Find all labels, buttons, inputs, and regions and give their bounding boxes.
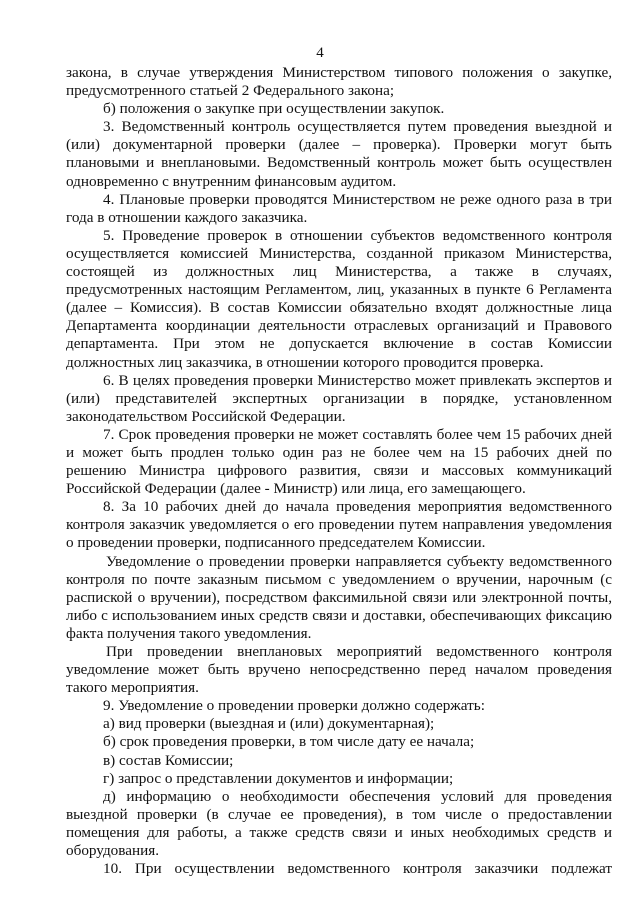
paragraph: При проведении внеплановых мероприятий ведомственного контроля уведомление может быть вручено непосредственно перед началом проведения такого мероприятия. (66, 643, 612, 697)
paragraph: 6. В целях проведения проверки Министерство может привлекать экспертов и (или) представителей экспертных организации в порядке, установленном законодательством Российской Федерации. (66, 371, 612, 425)
list-item: д) информацию о необходимости обеспечения условий для проведения выездной проверки (в случае ее проведения), в том числе о предоставлении помещения для работы, а также средств связи и иных необходимых средств и оборудования. (66, 787, 612, 860)
paragraph: 3. Ведомственный контроль осуществляется путем проведения выездной и (или) документарной проверки (далее – проверка). Проверки могут быть плановыми и внеплановыми. Ведомственный контроль может быть осуществлен одновременно с внутренним финансовым аудитом. (66, 118, 612, 190)
paragraph: 4. Плановые проверки проводятся Министерством не реже одного раза в три года в отношении каждого заказчика. (66, 190, 612, 226)
paragraph: закона, в случае утверждения Министерством типового положения о закупке, предусмотренного статьей 2 Федерального закона; (66, 64, 612, 100)
paragraph: 5. Проведение проверок в отношении субъектов ведомственного контроля осуществляется комиссией Министерства, созданной приказом Министерства, состоящей из должностных лиц Министерства, а также в случаях, предусмотренных настоящим Регламентом, лиц, указанных в пункте 6 Регламента (далее – Комиссия). В состав Комиссии обязательно входят должностные лица Департамента координации деятельности отраслевых организаций и Правового департамента. При этом не допускается включение в состав Комиссии должностных лиц заказчика, в отношении которого проводится проверка. (66, 226, 612, 371)
paragraph: 10. При осуществлении ведомственного контроля заказчики подлежат (103, 860, 612, 878)
list-item: а) вид проверки (выездная и (или) документарная); (103, 715, 435, 733)
document-body (66, 64, 612, 878)
list-item: б) срок проведения проверки, в том числе дату ее начала; (103, 733, 475, 751)
paragraph: 8. За 10 рабочих дней до начала проведения мероприятия ведомственного контроля заказчик уведомляется о его проведении путем направления уведомления о проведении проверки, подписанного председателем Комиссии. (66, 498, 612, 552)
paragraph: б) положения о закупке при осуществлении закупок. (103, 100, 445, 118)
list-item: г) запрос о представлении документов и информации; (103, 769, 454, 787)
paragraph: Уведомление о проведении проверки направляется субъекту ведомственного контроля по почте заказным письмом с уведомлением о вручении, нарочным (с распиской о вручении), посредством факсимильной связи или электронной почты, либо с использованием иных средств связи и доставки, обеспечивающих фиксацию факта получения такого уведомления. (66, 552, 612, 642)
page-number: 4 (316, 45, 324, 61)
list-item: в) состав Комиссии; (103, 751, 234, 769)
list-item: 9. Уведомление о проведении проверки должно содержать: (103, 697, 485, 715)
paragraph: 7. Срок проведения проверки не может составлять более чем 15 рабочих дней и может быть продлен только один раз не более чем на 15 рабочих дней по решению Министра цифрового развития, связи и массовых коммуникаций Российской Федерации (далее - Министр) или лица, его замещающего. (66, 425, 612, 498)
